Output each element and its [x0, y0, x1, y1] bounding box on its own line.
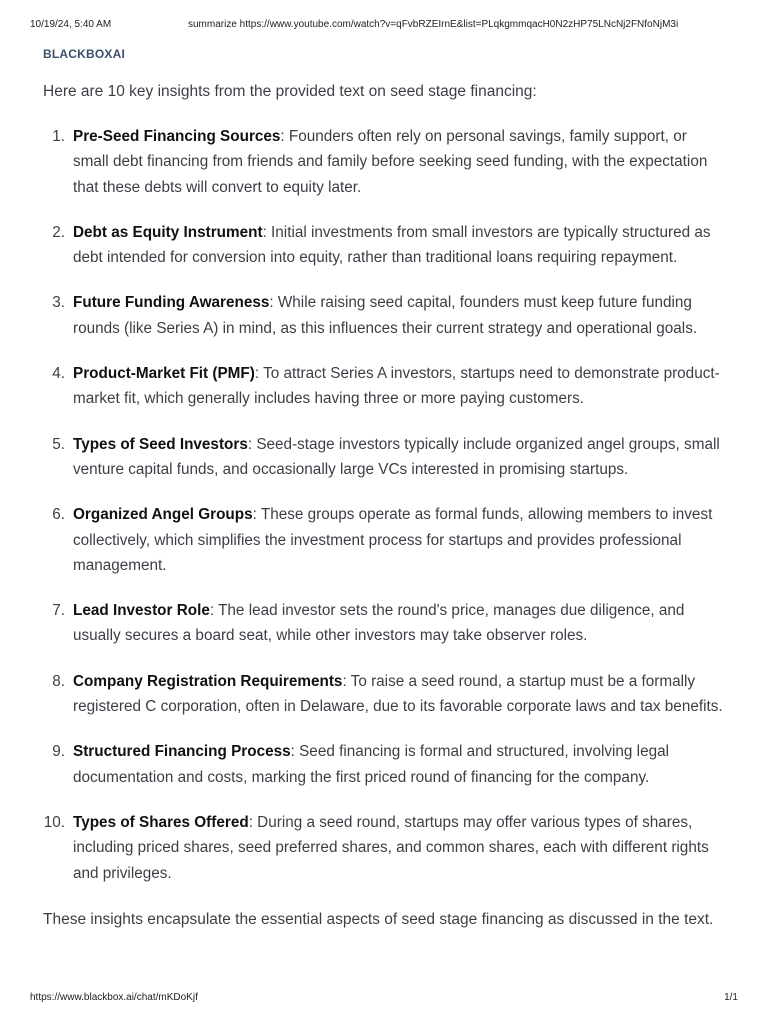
- list-item: [43, 220, 723, 271]
- item-text: : Initial investments from small investors are typically structured as debt intended for conversion into equity, rather than traditional loans requiring repayment.: [73, 223, 711, 267]
- outro-text: These insights encapsulate the essential aspects of seed stage financing as discussed in the text.: [43, 911, 714, 928]
- list-item: [43, 502, 723, 578]
- item-number: 1.: [52, 128, 65, 145]
- item-text: : Seed financing is formal and structured, involving legal documentation and costs, marking the first priced round of financing for the company.: [73, 743, 669, 786]
- list-item: [43, 669, 723, 720]
- item-term: Product-Market Fit (PMF): [73, 365, 255, 383]
- brand-label: BLACKBOXAI: [43, 47, 125, 61]
- item-number: 4.: [52, 365, 65, 383]
- print-title: summarize https://www.youtube.com/watch?v=qFvbRZEIrnE&list=PLqkgmmqacH0N2zHP75LNcNj2FNfoNjM3i: [188, 19, 679, 30]
- item-number: 5.: [52, 435, 65, 453]
- item-term: Organized Angel Groups: [73, 506, 253, 524]
- print-date: 10/19/24, 5:40 AM: [30, 19, 112, 30]
- item-number: 10.: [43, 813, 65, 831]
- item-number: 3.: [52, 294, 65, 312]
- item-text: : The lead investor sets the round's price, manages due diligence, and usually secures a board seat, while other investors may take observer roles.: [73, 602, 685, 645]
- item-text: : During a seed round, startups may offer various types of shares, including priced shares, seed preferred shares, and common shares, each with different rights and privileges.: [73, 813, 709, 882]
- item-term: Types of Shares Offered: [73, 813, 249, 831]
- list-item: [43, 432, 723, 483]
- item-text: : To attract Series A investors, startups need to demonstrate product-market fit, which generally includes having three or more paying customers.: [73, 365, 720, 408]
- list-item: [43, 739, 723, 790]
- list-item: [43, 361, 723, 412]
- item-term: Pre-Seed Financing Sources: [73, 128, 281, 145]
- item-text: : While raising seed capital, founders must keep future funding rounds (like Series A) in mind, as this influences their current strategy and operational goals.: [73, 294, 698, 337]
- item-text: : To raise a seed round, a startup must be a formally registered C corporation, often in Delaware, due to its favorable corporate laws and tax benefits.: [73, 672, 723, 716]
- item-text: : These groups operate as formal funds, allowing members to invest collectively, which simplifies the investment process for startups and provides professional management.: [73, 506, 713, 574]
- item-term: Company Registration Requirements: [73, 672, 343, 690]
- page-number: 1/1: [724, 992, 738, 1003]
- list-item: [43, 290, 723, 341]
- insights-list: [43, 124, 723, 906]
- item-number: 9.: [52, 743, 65, 761]
- intro-text: Here are 10 key insights from the provided text on seed stage financing:: [43, 83, 537, 100]
- item-number: 2.: [52, 223, 65, 241]
- list-item: [43, 810, 723, 886]
- item-term: Future Funding Awareness: [73, 294, 270, 312]
- item-text: : Founders often rely on personal savings, family support, or small debt financing from friends and family before seeking seed funding, with the expectation that these debts will convert to equity later.: [73, 128, 708, 196]
- item-term: Lead Investor Role: [73, 602, 210, 620]
- item-term: Structured Financing Process: [73, 743, 291, 761]
- list-item: [43, 598, 723, 649]
- item-term: Debt as Equity Instrument: [73, 223, 263, 241]
- item-number: 7.: [52, 602, 65, 620]
- list-item: [43, 124, 723, 200]
- print-url: https://www.blackbox.ai/chat/mKDoKjf: [30, 992, 198, 1003]
- item-term: Types of Seed Investors: [73, 435, 248, 453]
- item-text: : Seed-stage investors typically include organized angel groups, small venture capital funds, and occasionally large VCs interested in promising startups.: [73, 435, 720, 478]
- item-number: 6.: [52, 506, 65, 524]
- item-number: 8.: [52, 672, 65, 690]
